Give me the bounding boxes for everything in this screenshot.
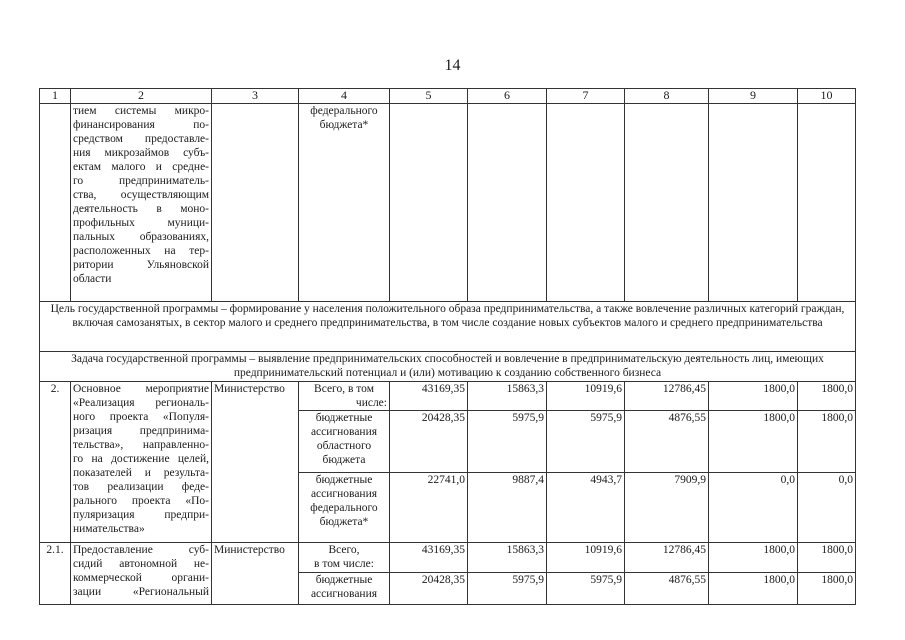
header-cell: 1 (40, 89, 71, 104)
source-line: федерального (310, 105, 378, 117)
funding-source-cell (299, 104, 390, 302)
value-cell: 1800,0 (709, 573, 798, 605)
value-cell: 1800,0 (798, 543, 856, 573)
text-line: нимательства» (73, 523, 145, 535)
text-line: пуляризация предпри- (73, 509, 209, 521)
text-line: профильных муници- (73, 217, 209, 229)
source-line: бюджетные (315, 412, 373, 424)
program-task: Задача государственной программы – выявление предпринимательских способностей и вовлечение в предпринимательскую деятельность лиц, имеющих предпринимательский потенциал и (или) мотивацию к созданию собственного бизнеса (40, 352, 856, 382)
source-line: областного (316, 440, 372, 452)
header-cell: 7 (547, 89, 625, 104)
text-line: коммерческой органи- (73, 572, 209, 584)
row-number: 2. (40, 382, 71, 543)
header-cell: 8 (625, 89, 709, 104)
source-line: в том числе: (314, 558, 374, 570)
value-cell: 1800,0 (798, 573, 856, 605)
text-line: тельства», направленно- (73, 439, 209, 451)
value-cell: 9887,4 (468, 473, 547, 543)
table-row (40, 543, 856, 573)
value-cell: 4876,55 (625, 573, 709, 605)
funding-source-cell (299, 382, 390, 411)
funding-source-cell (299, 573, 390, 605)
header-row (40, 89, 856, 104)
value-cell: 0,0 (798, 473, 856, 543)
text-line: сидий автономной не- (73, 558, 209, 570)
funding-source-cell (299, 473, 390, 543)
value-cell: 5975,9 (547, 573, 625, 605)
value-cell: 1800,0 (709, 382, 798, 411)
text-line: Основное мероприятие (73, 383, 209, 395)
source-line: бюджетные (315, 474, 373, 486)
table-row-continuation (40, 104, 856, 302)
text-line: деятельность в моно- (73, 203, 209, 215)
header-cell: 2 (71, 89, 212, 104)
source-line: ассигнования (310, 588, 378, 600)
text-line: ного проекта «Популя- (73, 411, 209, 423)
value-cell: 5975,9 (547, 411, 625, 473)
measure-name-cell (71, 104, 212, 302)
text-line: рального проекта «По- (73, 495, 209, 507)
source-line: ассигнования (310, 488, 378, 500)
value-cell: 43169,35 (390, 543, 468, 573)
text-line: тов реализации феде- (73, 481, 209, 493)
text-line: расположенных на тер- (73, 245, 209, 257)
text-line: ства, осуществляющим (73, 189, 209, 201)
funding-source-cell (299, 543, 390, 573)
source-line: бюджета* (319, 119, 369, 131)
source-line: Всего, в том (314, 383, 374, 395)
value-cell: 12786,45 (625, 382, 709, 411)
value-cell: 15863,3 (468, 543, 547, 573)
value-cell: 1800,0 (798, 411, 856, 473)
text-line: финансирования по- (73, 119, 209, 131)
header-cell: 3 (212, 89, 299, 104)
text-line: ритории Ульяновской (73, 259, 209, 271)
source-line: числе: (355, 397, 387, 409)
program-table (39, 88, 856, 605)
value-cell: 22741,0 (390, 473, 468, 543)
value-cell: 15863,3 (468, 382, 547, 411)
program-goal: Цель государственной программы – формирование у населения положительного образа предпринимательства, а также вовлечение различных категорий граждан, включая самозанятых, в сектор малого и среднего предпринимательства, в том числе создание новых субъектов малого и среднего предпринимательства (40, 302, 856, 352)
value-cell: 5975,9 (468, 411, 547, 473)
text-line: ния микрозаймов субъ- (73, 147, 209, 159)
value-cell: 7909,9 (625, 473, 709, 543)
page-number: 14 (444, 57, 461, 74)
text-line: го предприниматель- (73, 175, 209, 187)
executor-cell: Министерство (212, 382, 299, 543)
text-line: го на достижение целей, (73, 453, 209, 465)
value-cell: 4943,7 (547, 473, 625, 543)
value-cell: 1800,0 (709, 411, 798, 473)
header-cell: 5 (390, 89, 468, 104)
text-line: области (73, 273, 112, 285)
text-line: показателей и результа- (73, 467, 209, 479)
value-cell: 5975,9 (468, 573, 547, 605)
value-cell: 4876,55 (625, 411, 709, 473)
measure-name-cell (71, 543, 212, 605)
text-line: средством предоставле- (73, 133, 209, 145)
value-cell: 1800,0 (798, 382, 856, 411)
text-line: ектам малого и средне- (73, 161, 209, 173)
table-row (40, 382, 856, 411)
value-cell: 43169,35 (390, 382, 468, 411)
source-line: бюджетные (315, 574, 373, 586)
source-line: Всего, (328, 544, 360, 556)
value-cell: 10919,6 (547, 543, 625, 573)
task-row (40, 352, 856, 382)
source-line: ассигнования (310, 426, 378, 438)
text-line: тием системы микро- (73, 105, 209, 117)
executor-cell: Министерство (212, 543, 299, 605)
text-line: ризация предпринима- (73, 425, 209, 437)
value-cell: 1800,0 (709, 543, 798, 573)
text-line: «Реализация региональ- (73, 397, 209, 409)
source-line: федерального (310, 502, 378, 514)
source-line: бюджета* (319, 516, 369, 528)
text-line: Предоставление суб- (73, 544, 209, 556)
header-cell: 6 (468, 89, 547, 104)
value-cell: 20428,35 (390, 573, 468, 605)
row-number: 2.1. (40, 543, 71, 605)
value-cell: 0,0 (709, 473, 798, 543)
text-line: зации «Региональный (73, 586, 209, 598)
text-line: пальных образованиях, (73, 231, 209, 243)
value-cell: 10919,6 (547, 382, 625, 411)
header-cell: 9 (709, 89, 798, 104)
value-cell: 20428,35 (390, 411, 468, 473)
measure-name-cell (71, 382, 212, 543)
source-line: бюджета (322, 454, 366, 466)
goal-row (40, 302, 856, 352)
header-cell: 4 (299, 89, 390, 104)
value-cell: 12786,45 (625, 543, 709, 573)
funding-source-cell (299, 411, 390, 473)
header-cell: 10 (798, 89, 856, 104)
